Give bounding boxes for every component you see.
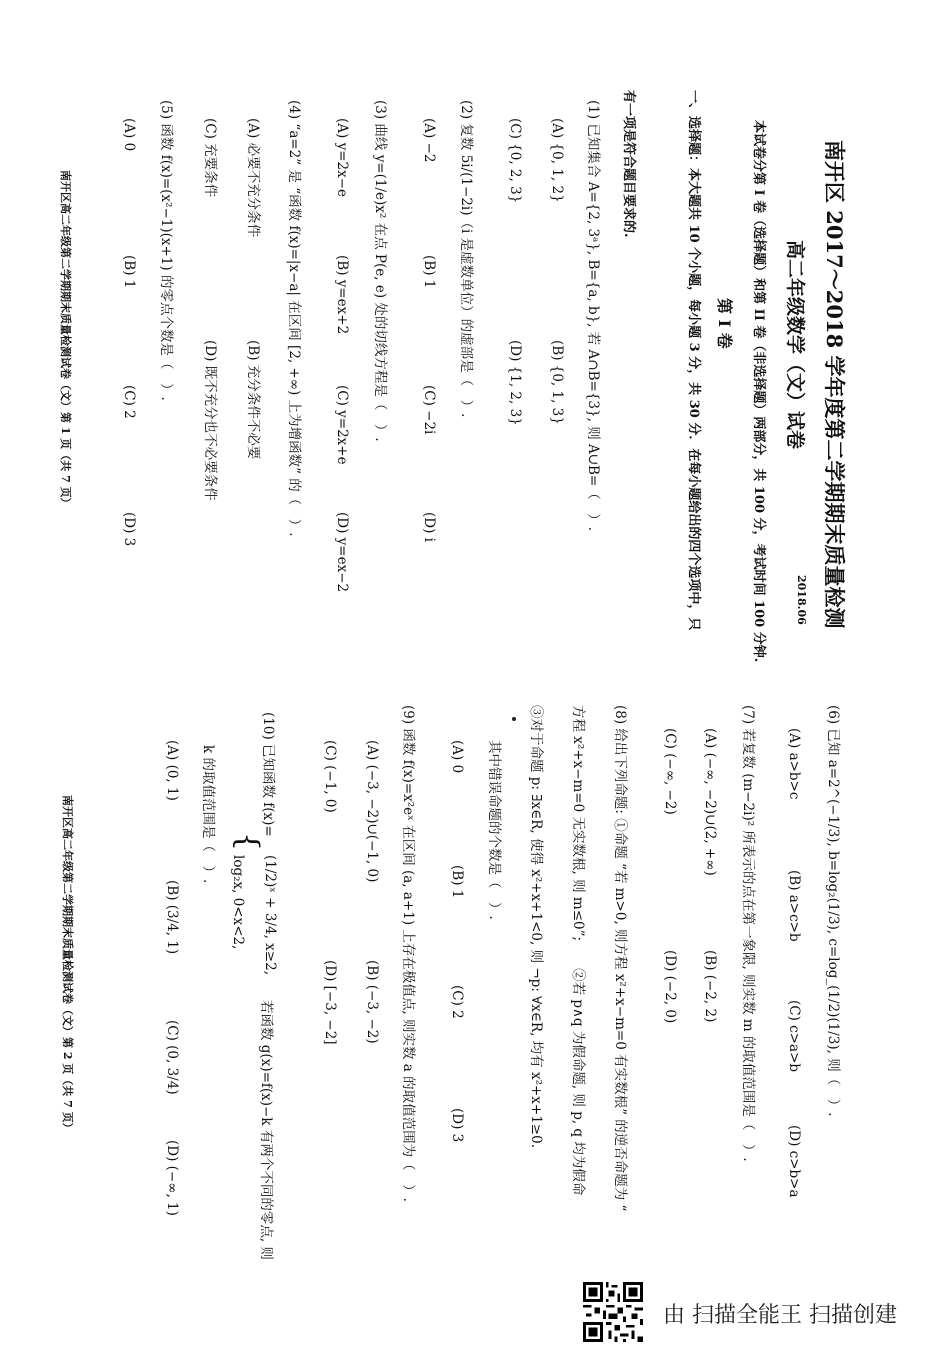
page1-title: 南开区 2017～2018 学年度第二学期期末质量检测	[822, 140, 847, 629]
q3-option-d: (D) y=ex−2	[334, 512, 350, 593]
q4-option-a: (A) 必要不充分条件	[245, 118, 261, 238]
q10-line2: k 的取值范围是（ ）.	[200, 745, 216, 884]
q8-line3: ③对于命题 p: ∃x∈R, 使得 x²+x+1<0, 则 ¬p: ∀x∈R, 均有 x²+x+1≥0.	[528, 705, 544, 1148]
q5-option-a: (A) 0	[121, 118, 137, 152]
q1-stem: (1) 已知集合 A={2, 3ᵃ}, B={a, b}, 若 A∩B={3}, 则 A∪B=（ ）.	[585, 100, 601, 532]
q2-option-a: (A) −2	[421, 118, 437, 163]
q3-option-b: (B) y=ex+2	[334, 255, 350, 335]
scanner-footer-text: 由 扫描全能王 扫描创建	[663, 1303, 897, 1328]
q6-option-d: (D) c>b>a	[786, 1125, 802, 1198]
q10-case1: (1/2)ˣ + 3/4, x≥2,	[262, 855, 278, 975]
q3-option-c: (C) y=2x+e	[334, 385, 350, 465]
q6-option-c: (C) c>a>b	[786, 1000, 802, 1073]
instructions-line2: 有一项是符合题目要求的.	[621, 90, 636, 238]
q8-line4: 其中错误命题的个数是（ ）.	[486, 740, 502, 920]
q6-option-b: (B) a>c>b	[786, 870, 802, 942]
q8-option-d: (D) 3	[449, 1108, 465, 1143]
q9-option-a: (A) (−3, −2)∪(−1, 0)	[364, 740, 380, 883]
q1-option-c: (C) {0, 2, 3}	[507, 118, 523, 204]
q10-stem-end: 若函数 g(x)=f(x)−k 有两个不同的零点, 则	[258, 1000, 274, 1260]
q4-stem: (4) “a=2” 是 “函数 f(x)=|x−a| 在区间 [2, +∞) 上为增函数” 的（ ）.	[286, 100, 302, 537]
q2-option-c: (C) −2i	[421, 385, 437, 435]
q10-option-d: (D) (−∞, 1)	[164, 1140, 180, 1216]
q1-option-d: (D) {1, 2, 3}	[507, 340, 523, 426]
piecewise-brace: {	[230, 832, 265, 852]
q10-stem-start: (10) 已知函数 f(x)=	[260, 712, 276, 837]
q10-option-c: (C) (0, 3/4)	[164, 1020, 180, 1095]
section-title: 第 I 卷	[715, 298, 734, 349]
scan-speck	[512, 717, 516, 721]
q2-stem: (2) 复数 5i/(1−2i)（i 是虚数单位）的虚部是（ ）.	[458, 100, 474, 418]
q1-option-b: (B) {0, 1, 3}	[549, 340, 565, 425]
q8-option-a: (A) 0	[449, 740, 465, 774]
q6-option-a: (A) a>b>c	[786, 728, 802, 800]
q10-option-b: (B) (3/4, 1)	[164, 880, 180, 955]
q8-option-c: (C) 2	[449, 985, 465, 1019]
q7-option-c: (C) (−∞, −2)	[662, 728, 678, 815]
page1-date: 2018.06	[795, 575, 808, 625]
q9-option-c: (C) (−1, 0)	[322, 740, 338, 813]
q9-option-d: (D) [−3, −2]	[322, 960, 338, 1045]
q3-stem: (3) 曲线 y=(1/e)x² 在点 P(e, e) 处的切线方程是（ ）.	[372, 100, 388, 442]
q5-option-b: (B) 1	[121, 255, 137, 289]
q10-option-a: (A) (0, 1)	[164, 740, 180, 801]
q9-stem: (9) 函数 f(x)=x²eˣ 在区间 (a, a+1) 上存在极值点, 则实数 a 的取值范围为（ ）.	[400, 705, 416, 1202]
q2-option-b: (B) 1	[421, 255, 437, 289]
page1-subtitle: 高二年级数学（文）试卷	[784, 240, 806, 450]
q4-option-d: (D) 既不充分也不必要条件	[202, 340, 218, 501]
q3-option-a: (A) y=2x−e	[334, 118, 350, 198]
q4-option-b: (B) 充分条件不必要	[245, 340, 261, 460]
q7-stem: (7) 若复数 (m−2i)² 所表示的点在第一象限, 则实数 m 的取值范围是（ ）.	[740, 705, 756, 1162]
q5-option-c: (C) 2	[121, 385, 137, 419]
q2-option-d: (D) i	[421, 512, 437, 542]
page1-intro: 本试卷分第 I 卷（选择题）和第 II 卷（非选择题）两部分，共 100 分，考试时间 100 分钟.	[751, 120, 766, 663]
q1-option-a: (A) {0, 1, 2}	[549, 118, 565, 203]
q5-option-d: (D) 3	[121, 512, 137, 547]
q5-stem: (5) 函数 f(x)=(x²−1)(x+1) 的零点个数是（ ）.	[158, 100, 174, 401]
q9-option-b: (B) (−3, −2)	[364, 960, 380, 1044]
q8-line1: (8) 给出下列命题: ①命题 “若 m>0, 则方程 x²+x−m=0 有实数根” 的逆否命题为 “	[612, 705, 628, 1212]
page1-footer: 南开区高二年级第二学期期末质量检测试卷（文）第 1 页（共 7 页）	[59, 170, 72, 509]
instructions-line1: 一、选择题：本大题共 10 个小题，每小题 3 分，共 30 分．在每小题给出的四个选项中，只	[686, 90, 701, 631]
q8-line2: 方程 x²+x−m=0 无实数根, 则 m≤0”; ②若 p∧q 为假命题, 则 p, q 均为假命	[570, 705, 586, 1196]
q4-option-c: (C) 充要条件	[202, 118, 218, 198]
qr-code-icon	[583, 1282, 643, 1342]
q7-option-d: (D) (−2, 0)	[662, 950, 678, 1024]
q7-option-b: (B) (−2, 2)	[702, 950, 718, 1023]
q6-stem: (6) 已知 a=2^(−1/3), b=log₂(1/3), c=log_(1/2)(1/3), 则（ ）.	[825, 705, 841, 1117]
q8-option-b: (B) 1	[449, 865, 465, 899]
page2-footer: 南开区高二年级第二学期期末质量检测试卷（文）第 2 页（共 7 页）	[61, 795, 74, 1134]
q7-option-a: (A) (−∞, −2)∪(2, +∞)	[702, 728, 718, 876]
q10-case2: log₂x, 0<x<2,	[230, 855, 246, 950]
